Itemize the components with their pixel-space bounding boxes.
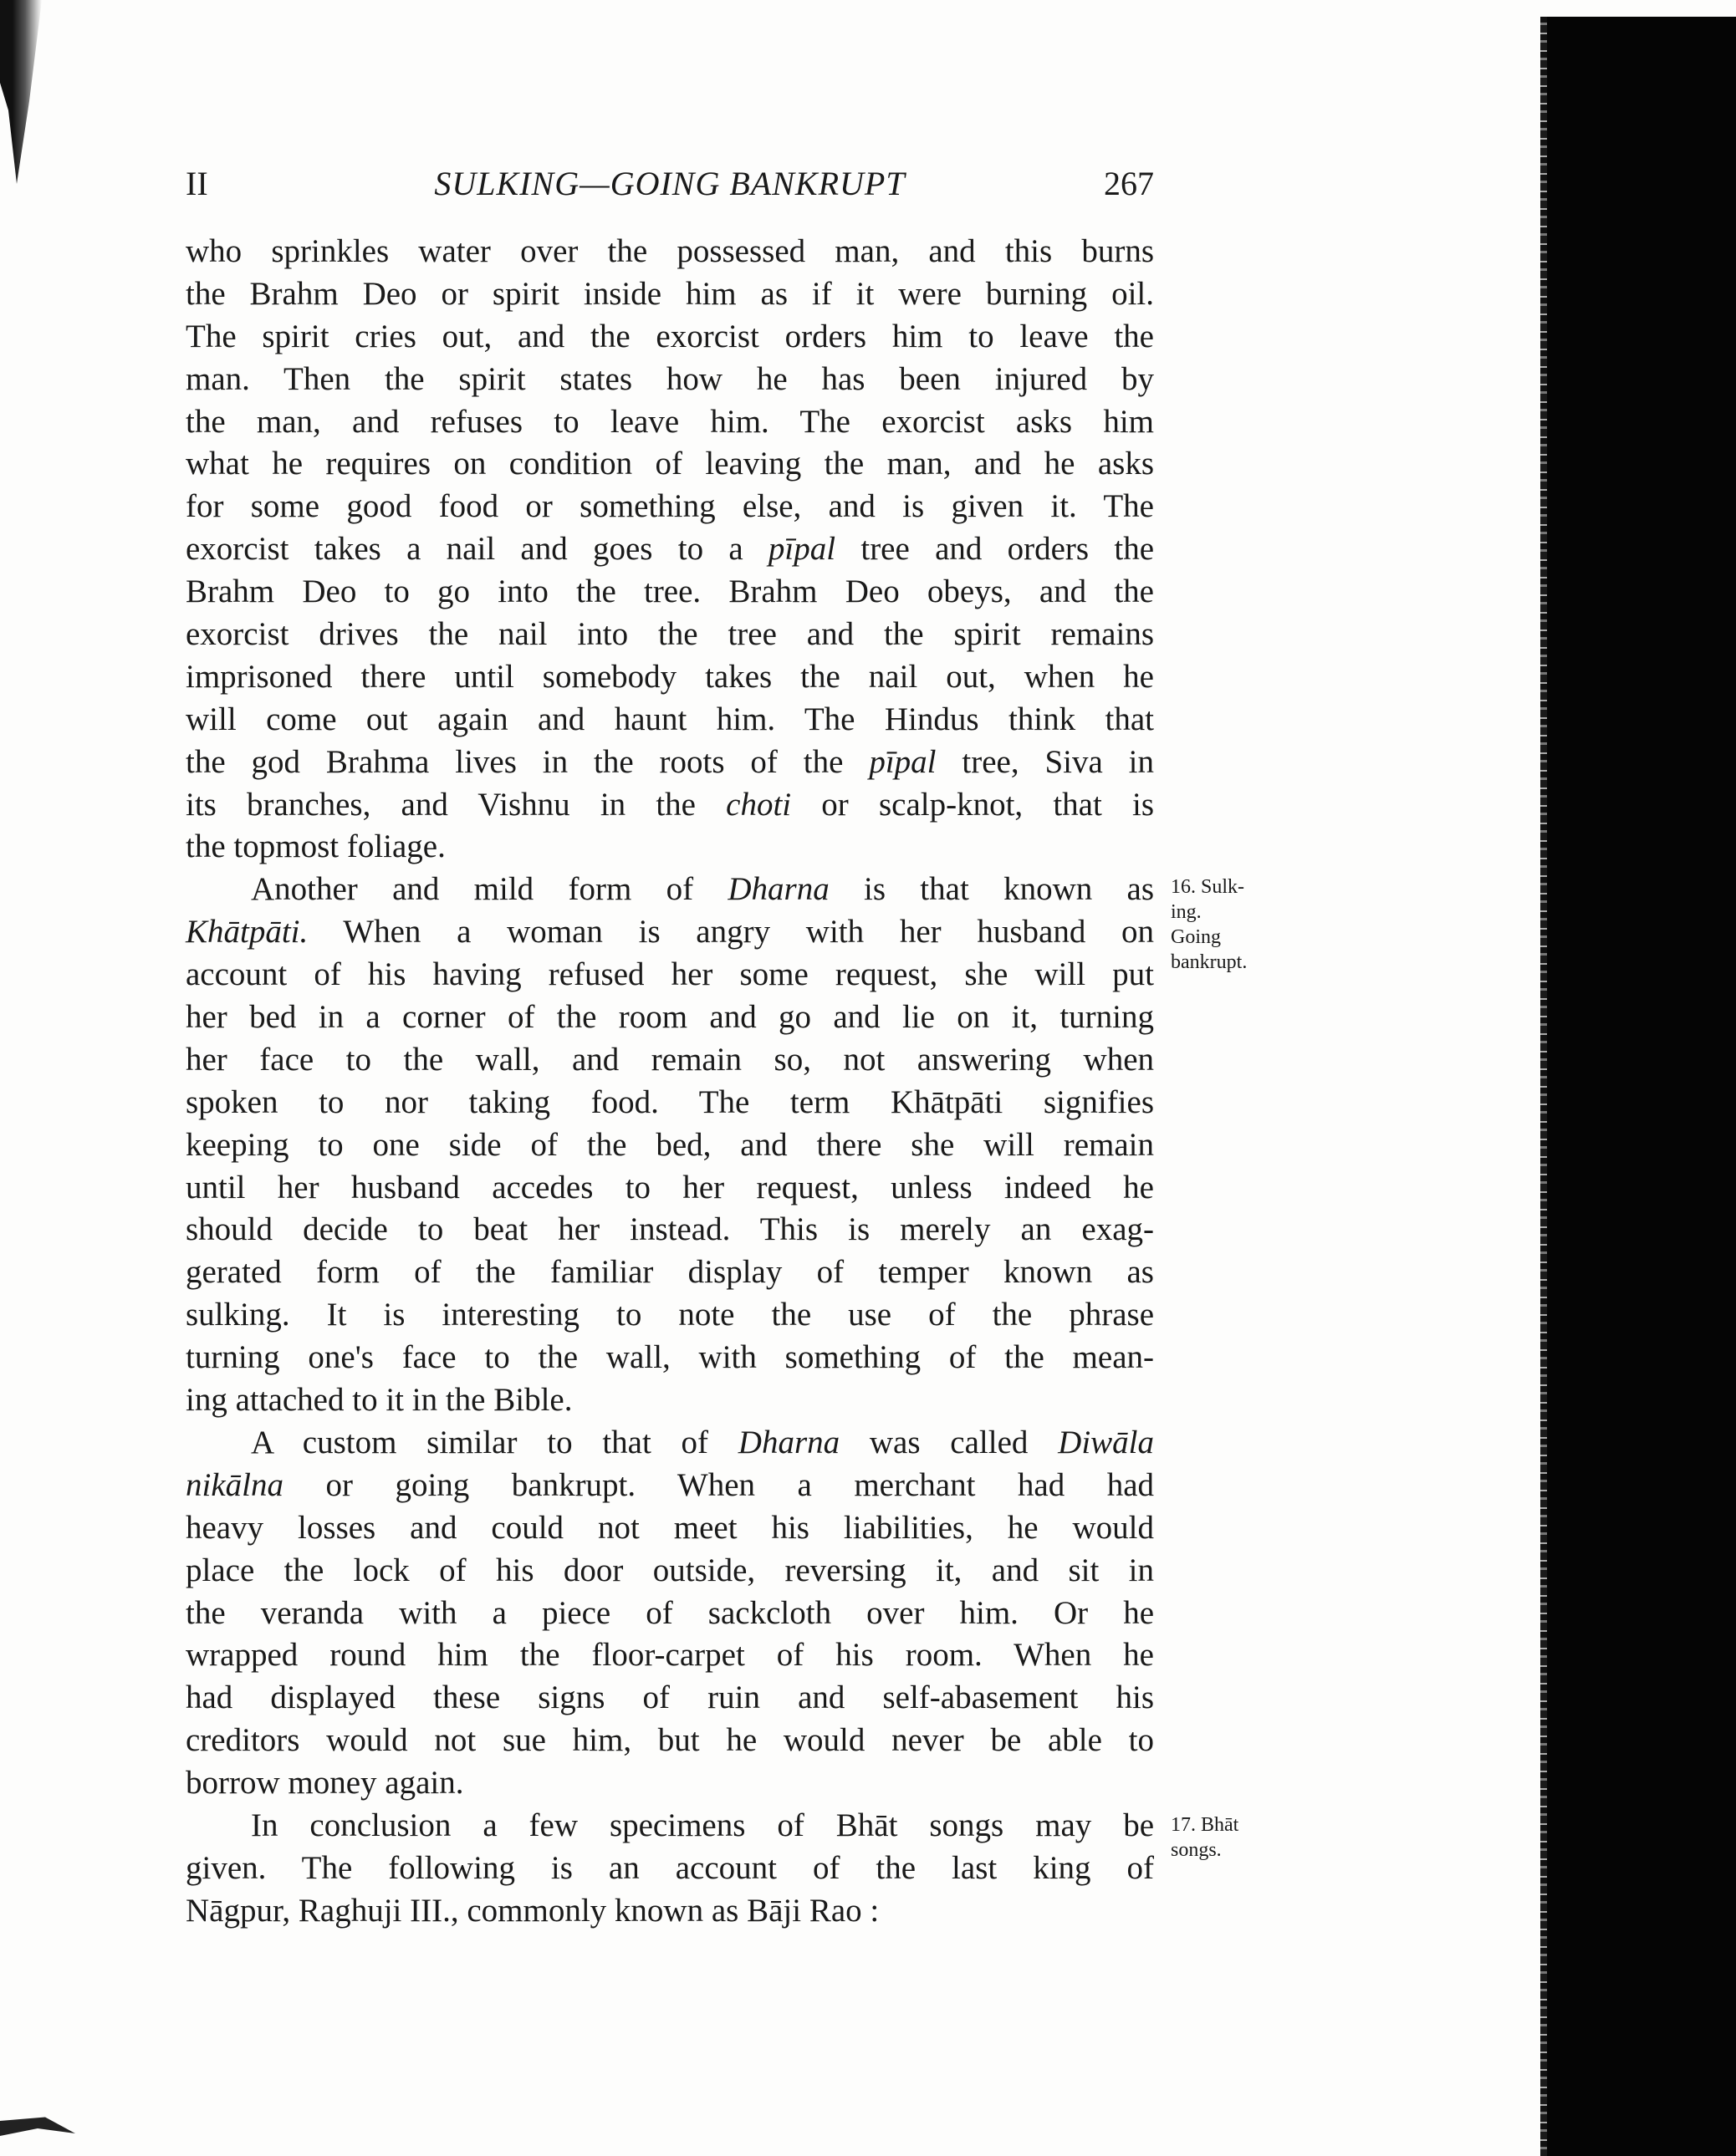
text-line: turning one's face to the wall, with something of the mean- xyxy=(186,1339,1154,1376)
text-line: her bed in a corner of the room and go and lie on it, turning xyxy=(186,999,1154,1036)
text-line: the man, and refuses to leave him. The exorcist asks him xyxy=(186,403,1154,440)
scan-artifact-bottom-left xyxy=(0,2111,75,2136)
text-line: who sprinkles water over the possessed man, and this burns xyxy=(186,233,1154,269)
text-line: its branches, and Vishnu in the choti or scalp-knot, that is xyxy=(186,786,1154,823)
text-line: imprisoned there until somebody takes the nail out, when he xyxy=(186,658,1154,695)
text-line: the topmost foliage. xyxy=(186,828,446,865)
text-line: ing attached to it in the Bible. xyxy=(186,1382,573,1419)
margin-note-16: 16. Sulk- ing. Going bankrupt. xyxy=(1171,876,1248,973)
text-line: man. Then the spirit states how he has been injured by xyxy=(186,360,1154,397)
text-line: what he requires on condition of leaving the man, and he asks xyxy=(186,446,1154,482)
margin-note-17: 17. Bhāt songs. xyxy=(1171,1814,1239,1861)
running-header xyxy=(186,159,1154,209)
text-line: Brahm Deo to go into the tree. Brahm Deo obeys, and the xyxy=(186,573,1154,610)
text-line: wrapped round him the floor-carpet of his room. When he xyxy=(186,1637,1154,1674)
italic-term: Khātpāti. xyxy=(186,914,309,951)
text-line: creditors would not sue him, but he would never be able to xyxy=(186,1722,1154,1759)
italic-term: nikālna xyxy=(186,1466,283,1503)
text-line: Nāgpur, Raghuji III., commonly known as Bāji Rao : xyxy=(186,1892,880,1929)
text-line: the god Brahma lives in the roots of the pīpal tree, Siva in xyxy=(186,743,1155,780)
text-line: had displayed these signs of ruin and self-abasement his xyxy=(186,1679,1154,1716)
text-line: the Brahm Deo or spirit inside him as if it were burning oil. xyxy=(186,275,1154,312)
text-line: will come out again and haunt him. The Hindus think that xyxy=(186,701,1154,737)
text-line: Another and mild form of Dharna is that known as xyxy=(251,871,1155,908)
running-title: SULKING—GOING BANKRUPT xyxy=(434,165,906,202)
text-line: The spirit cries out, and the exorcist orders him to leave the xyxy=(186,318,1154,354)
italic-term: Dharna xyxy=(738,1424,840,1460)
text-line: for some good food or something else, and is given it. The xyxy=(186,488,1154,525)
text-line: Khātpāti. When a woman is angry with her husband on xyxy=(186,914,1155,951)
text-line: borrow money again. xyxy=(186,1765,464,1802)
text-line: gerated form of the familiar display of temper known as xyxy=(186,1254,1154,1291)
text-line: place the lock of his door outside, reversing it, and sit in xyxy=(186,1552,1154,1588)
text-line: exorcist takes a nail and goes to a pīpal tree and orders the xyxy=(186,531,1155,568)
body-text xyxy=(186,231,1154,1933)
chapter-number: II xyxy=(186,165,208,202)
text-line: until her husband accedes to her request, unless indeed he xyxy=(186,1169,1154,1205)
text-line: exorcist drives the nail into the tree and the spirit remains xyxy=(186,616,1154,653)
text-line: In conclusion a few specimens of Bhāt songs may be xyxy=(251,1807,1154,1843)
text-line: given. The following is an account of the last king of xyxy=(186,1849,1154,1886)
text-line: the veranda with a piece of sackcloth over him. Or he xyxy=(186,1594,1154,1631)
italic-term: pīpal xyxy=(869,743,937,780)
text-line: should decide to beat her instead. This is merely an exag- xyxy=(186,1211,1154,1248)
italic-term: choti xyxy=(726,786,792,823)
italic-term: Diwāla xyxy=(1058,1424,1155,1460)
scan-dark-edge xyxy=(1547,17,1736,2156)
italic-term: Dharna xyxy=(728,871,830,908)
italic-term: pīpal xyxy=(768,531,836,568)
page-number: 267 xyxy=(1104,165,1154,202)
text-line: heavy losses and could not meet his liabilities, he would xyxy=(186,1509,1154,1546)
text-line: nikālna or going bankrupt. When a merchant had had xyxy=(186,1466,1154,1503)
text-line: account of his having refused her some request, she will put xyxy=(186,956,1154,993)
text-line: spoken to nor taking food. The term Khātpāti signifies xyxy=(186,1083,1154,1120)
text-line: keeping to one side of the bed, and there she will remain xyxy=(186,1126,1154,1163)
scan-artifact-top-left xyxy=(0,0,42,184)
text-line: her face to the wall, and remain so, not answering when xyxy=(186,1041,1154,1078)
text-line: A custom similar to that of Dharna was called Diwāla xyxy=(251,1424,1155,1460)
text-line: sulking. It is interesting to note the use of the phrase xyxy=(186,1297,1154,1333)
